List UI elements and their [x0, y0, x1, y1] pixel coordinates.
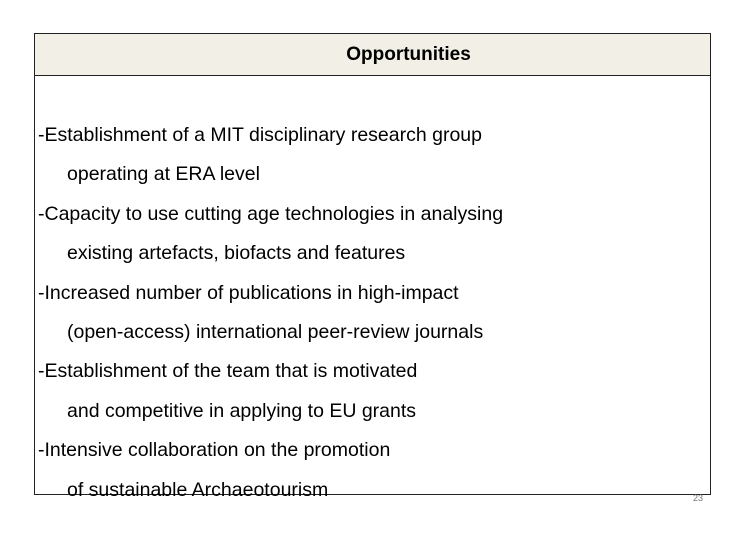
list-item-continuation: and competitive in applying to EU grants [67, 399, 417, 422]
list-item-continuation: operating at ERA level [67, 163, 260, 186]
list-item-line: -Intensive collaboration on the promotion [38, 439, 391, 462]
list-item-continuation: existing artefacts, biofacts and features [67, 242, 406, 265]
list-item-line: -Establishment of the team that is motivated [38, 360, 418, 383]
list-item-continuation: of sustainable Archaeotourism [67, 478, 329, 501]
page-number: 23 [693, 493, 704, 503]
list-item-line: -Capacity to use cutting age technologies in analysing [38, 202, 504, 225]
list-item-line: -Establishment of a MIT disciplinary research group [38, 124, 482, 146]
box-header [35, 34, 710, 76]
box-title: Opportunities [346, 43, 471, 65]
opportunities-list [38, 116, 678, 510]
list-item-line: -Increased number of publications in high-impact [38, 281, 459, 304]
list-item-continuation: (open-access) international peer-review journals [67, 320, 484, 343]
